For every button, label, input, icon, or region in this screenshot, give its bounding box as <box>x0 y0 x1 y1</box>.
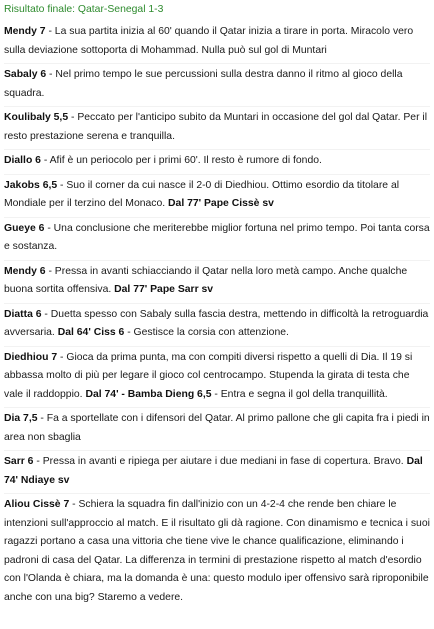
rating-paragraph <box>4 303 430 343</box>
player-rating: Sabaly 6 <box>4 69 47 80</box>
rating-paragraph <box>4 106 430 146</box>
substitute-rating: Dal 77' Pape Sarr sv <box>114 284 214 295</box>
substitute-rating: Dal 74' Ndiaye sv <box>4 456 423 486</box>
rating-paragraph <box>4 407 430 447</box>
rating-comment: - Nel primo tempo le sue percussioni sulla destra danno il ritmo al gioco della squadra. <box>4 69 403 99</box>
rating-comment: - Una conclusione che meriterebbe miglior fortuna nel primo tempo. Poi tanta corsa e sostanza. <box>4 222 430 252</box>
player-rating: Mendy 6 <box>4 265 46 277</box>
rating-paragraph <box>4 23 430 60</box>
player-rating: Diedhiou 7 <box>4 351 58 363</box>
rating-paragraph <box>4 149 430 171</box>
rating-paragraph <box>4 493 430 607</box>
substitute-rating: Dal 74' - Bamba Dieng 6,5 <box>85 388 212 400</box>
rating-comment: - Duetta spesso con Sabaly sulla fascia destra, mettendo in difficoltà la retroguardia avversaria. <box>4 308 429 338</box>
rating-comment: - Afif è un periocolo per i primi 60'. Il resto è rumore di fondo. <box>40 155 322 166</box>
rating-comment: - Schiera la squadra fin dall'inizio con un 4-2-4 che rende ben chiare le intenzioni sull'approccio al match. E il risultato gli dà ragione. Con dinamismo e tecnica i suoi ragazzi portano a casa una vittoria che tiene vive le chance qualificazione, eliminando i padroni di casa del Qatar. La differenza in termini di prestazione rispetto al match d'esordio con l'Olanda è chiara, ma la domanda è una: questo modulo iper offensivo sarà riproponibile anche con una big? Staremo a vedere. <box>4 499 430 603</box>
rating-paragraph <box>4 260 430 300</box>
player-rating: Diallo 6 <box>4 155 41 166</box>
rating-paragraph <box>4 346 430 405</box>
player-rating: Jakobs 6,5 <box>4 179 58 191</box>
rating-paragraph <box>4 174 430 214</box>
player-rating: Diatta 6 <box>4 308 42 320</box>
rating-comment: - Pressa in avanti e ripiega per aiutare i due mediani in fase di copertura. Bravo. <box>33 456 407 467</box>
rating-comment: - Pressa in avanti schiacciando il Qatar nella loro metà campo. Anche qualche buona sortita offensiva. <box>4 265 408 295</box>
rating-comment: - Gioca da prima punta, ma con compiti diversi rispetto a quelli di Dia. Il 19 si abbassa molto di più per legare il gioco col centrocampo. Stupenda la girata di testa che vale il raddoppio. <box>4 351 413 400</box>
player-rating: Koulibaly 5,5 <box>4 112 69 123</box>
substitute-rating: Dal 77' Pape Cissè sv <box>168 198 274 209</box>
rating-paragraph <box>4 63 430 103</box>
player-rating: Mendy 7 <box>4 26 46 37</box>
rating-paragraph <box>4 450 430 490</box>
substitute-comment: - Gestisce la corsia con attenzione. <box>124 327 289 338</box>
substitute-comment: - Entra e segna il gol della tranquillità. <box>211 388 388 400</box>
rating-comment: - La sua partita inizia al 60' quando il Qatar inizia a tirare in porta. Miracolo vero sulla deviazione sottoporta di Mohammad. Nulla può sul gol di Muntari <box>4 26 414 56</box>
coach-rating: Aliou Cissè 7 <box>4 499 70 510</box>
rating-comment: - Fa a sportellate con i difensori del Qatar. Al primo pallone che gli capita fra i piedi in area non sbaglia <box>4 413 430 443</box>
rating-comment: - Suo il corner da cui nasce il 2-0 di Diedhiou. Ottimo esordio da titolare al Mondiale per il terzino del Monaco. <box>4 179 400 209</box>
player-rating: Dia 7,5 <box>4 413 38 424</box>
substitute-rating: Dal 64' Ciss 6 <box>57 327 125 338</box>
rating-comment: - Peccato per l'anticipo subito da Muntari in occasione del gol dal Qatar. Per il resto prestazione serena e tranquilla. <box>4 112 428 142</box>
final-score-header: Risultato finale: Qatar-Senegal 1-3 <box>4 4 164 15</box>
rating-paragraph <box>4 217 430 257</box>
player-rating: Gueye 6 <box>4 222 45 234</box>
player-rating: Sarr 6 <box>4 456 34 467</box>
